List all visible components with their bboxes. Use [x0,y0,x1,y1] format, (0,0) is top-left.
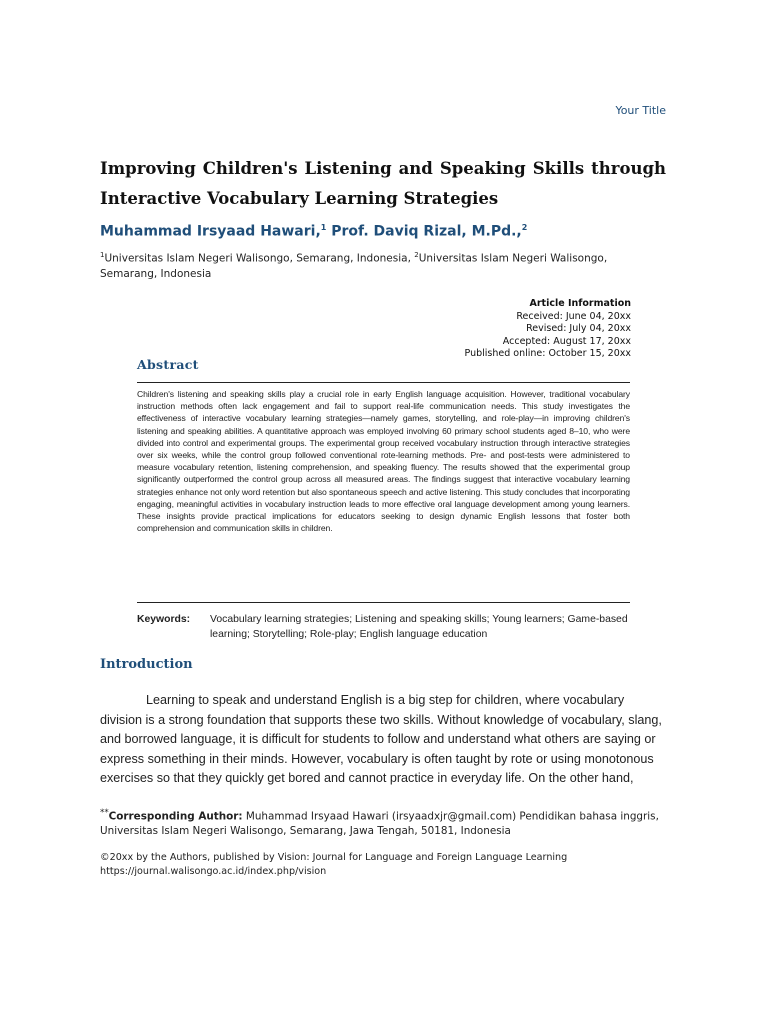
corresponding-author-label: Corresponding Author: [108,810,243,823]
corresponding-author-text: Muhammad Irsyaad Hawari (irsyaadxjr@gmail.com) Pendidikan bahasa inggris, Universitas Islam Negeri Walisongo, Semarang, Jawa Tengah, 50181, Indonesia [100,810,659,838]
affiliation-text: Universitas Islam Negeri Walisongo, Semarang, Indonesia [100,252,608,280]
corresponding-author-note [100,806,666,839]
author-name: Prof. Daviq Rizal, M.Pd., [331,223,522,240]
affiliation-mark: 1 [100,251,105,259]
affiliation-text: Universitas Islam Negeri Walisongo, Semarang, Indonesia, [104,252,415,265]
copyright-line: ©20xx by the Authors, published by Vision: Journal for Language and Foreign Language Learning [100,852,568,863]
accepted-date: Accepted: August 17, 20xx [502,335,631,347]
affiliations [100,248,620,282]
abstract-heading: Abstract [137,357,199,372]
author-list [100,223,666,240]
abstract-bottom-rule [137,602,630,603]
revised-date: Revised: July 04, 20xx [526,323,631,334]
keywords [137,612,630,642]
running-title: Your Title [615,104,666,117]
article-information [465,298,631,361]
affiliation-mark: 2 [414,251,419,259]
introduction-text: Learning to speak and understand English is a big step for children, where vocabulary division is a strong foundation that supports these two skills. Without knowledge of vocabulary, slang, and borrowed language, it is difficult for students to follow and understand what others are saying or express something in their minds. However, vocabulary is often taught by rote or using monotonous exercises so that they quickly get bored and cannot practice in everyday life. On the other hand, [100,693,662,785]
received-date: Received: June 04, 20xx [516,310,631,322]
published-date: Published online: October 15, 20xx [464,348,631,359]
copyright-notice [100,851,666,879]
paper-title: Improving Children's Listening and Speaking Skills through Interactive Vocabulary Learning Strategies [100,159,666,208]
author-affiliation-mark: 2 [521,223,528,232]
abstract-text: Children's listening and speaking skills play a crucial role in early English language acquisition. However, traditional vocabulary instruction methods often lack engagement and fail to support real-life communication needs. This study investigates the effectiveness of interactive vocabulary learning strategies—namely games, storytelling, and role-play—in improving children's listening and speaking abilities. A quantitative approach was employed involving 60 primary school students aged 8–10, who were divided into control and experimental groups. The experimental group received vocabulary instruction through interactive strategies over six weeks, while the control group followed conventional rote-learning methods. Pre- and post-tests were administered to measure vocabulary retention, listening comprehension, and speaking fluency. The results showed that the experimental group significantly outperformed the control group across all measured areas. The findings suggest that interactive vocabulary learning strategies enhance not only word retention but also spontaneous speech and active listening. This study concludes that incorporating engaging, meaningful activities in vocabulary instruction leads to more effective oral language development among young learners. These insights provide practical implications for educators seeking to design dynamic English lessons that foster both comprehension and communication skills in children. [137,389,630,534]
abstract-top-rule [137,382,630,383]
keywords-text: Vocabulary learning strategies; Listening and speaking skills; Young learners; Game-based learning; Storytelling; Role-play; English language education [210,614,628,640]
author-name: Muhammad Irsyaad Hawari, [100,223,321,240]
introduction-heading: Introduction [100,657,193,672]
author-affiliation-mark: 1 [320,223,327,232]
article-info-heading: Article Information [529,298,631,309]
footnote-mark: ** [100,808,109,818]
keywords-label: Keywords: [137,614,191,625]
journal-url: https://journal.walisongo.ac.id/index.php/vision [100,866,327,877]
